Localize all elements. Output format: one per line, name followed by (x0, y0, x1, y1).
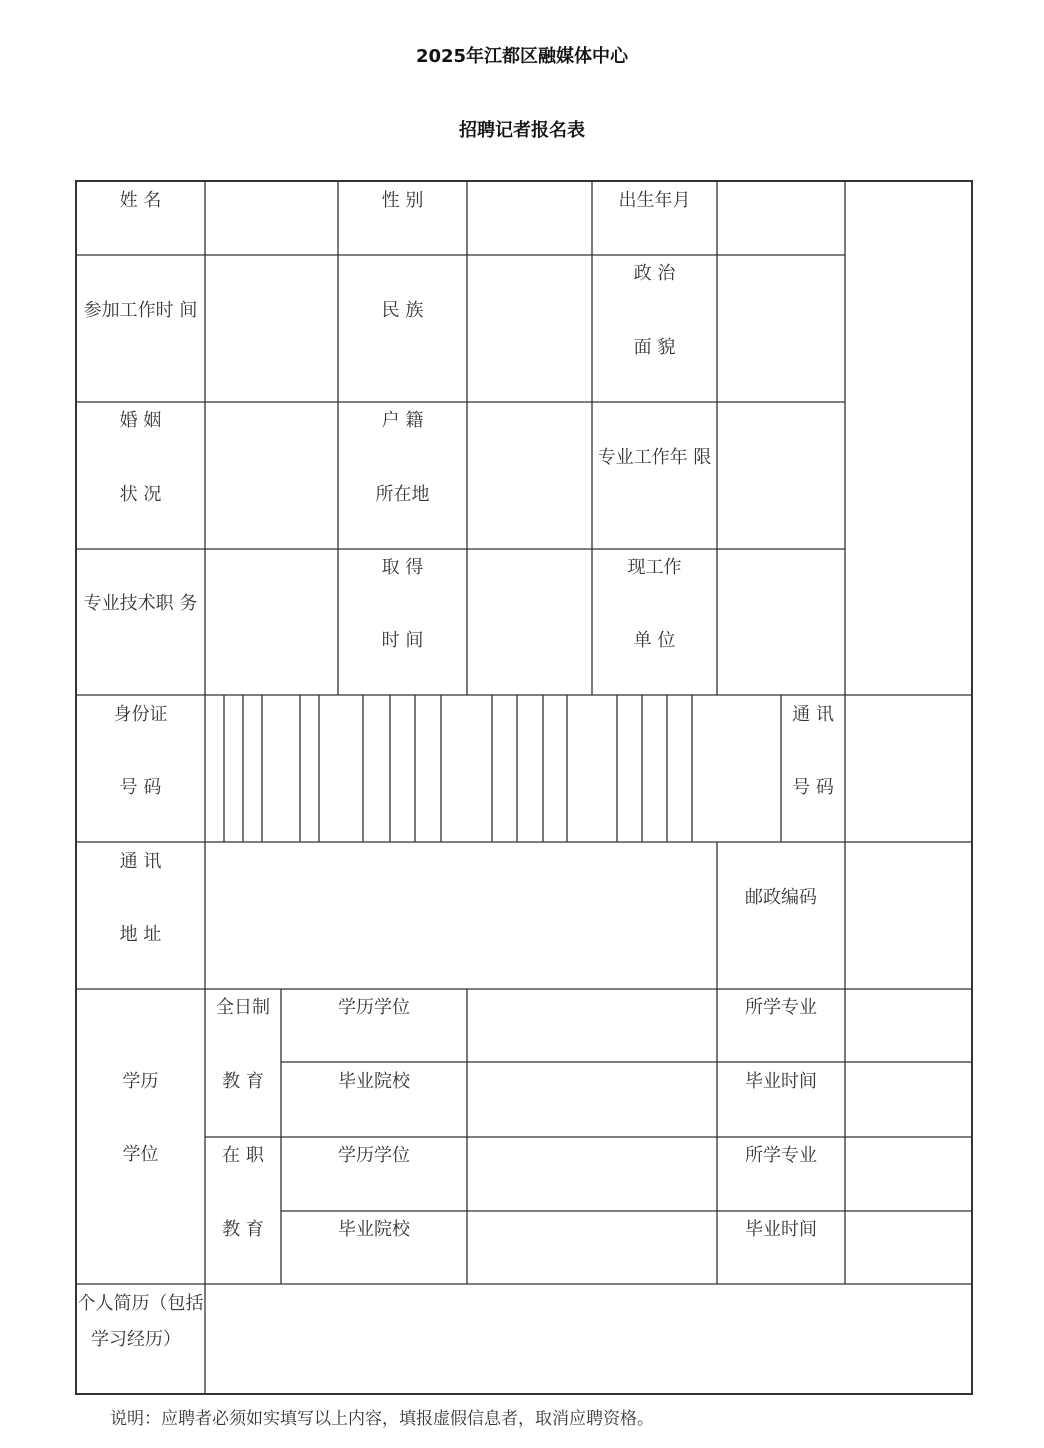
label-tech-title: 专业技术职 务 (83, 593, 198, 614)
tech-title-field[interactable] (205, 549, 338, 695)
label-id-1: 身份证 (113, 704, 168, 725)
obtain-time-field[interactable] (467, 549, 592, 695)
label-fulltime-1: 全日制 (216, 997, 270, 1018)
label-degree-fulltime: 学历学位 (338, 997, 410, 1018)
resume-field[interactable] (205, 1284, 972, 1394)
degree-fulltime-field[interactable] (467, 989, 717, 1062)
label-phone-1: 通 讯 (792, 704, 834, 725)
label-current-2: 单 位 (633, 630, 676, 651)
label-name: 姓 名 (119, 190, 162, 211)
gradtime-parttime-field[interactable] (845, 1211, 972, 1284)
id-number-cells[interactable] (205, 695, 781, 842)
label-hukou-2: 所在地 (375, 484, 430, 505)
label-marital-1: 婚 姻 (119, 410, 162, 431)
label-gradtime-parttime: 毕业时间 (745, 1219, 817, 1240)
gradtime-fulltime-field[interactable] (845, 1062, 972, 1137)
label-degree-parttime: 学历学位 (338, 1145, 410, 1166)
label-id-2: 号 码 (119, 777, 162, 798)
label-major-parttime: 所学专业 (745, 1145, 817, 1166)
work-time-field[interactable] (205, 255, 338, 402)
major-fulltime-field[interactable] (845, 989, 972, 1062)
label-work-time: 参加工作时 间 (83, 300, 198, 321)
work-years-field[interactable] (717, 402, 845, 549)
school-fulltime-field[interactable] (467, 1062, 717, 1137)
photo-area[interactable] (845, 181, 972, 695)
ethnicity-field[interactable] (467, 255, 592, 402)
footnote: 说明：应聘者必须如实填写以上内容，填报虚假信息者，取消应聘资格。 (110, 1409, 654, 1429)
form-subtitle: 招聘记者报名表 (459, 120, 585, 141)
label-school-fulltime: 毕业院校 (338, 1071, 410, 1092)
label-gradtime-fulltime: 毕业时间 (745, 1071, 817, 1092)
label-major-fulltime: 所学专业 (745, 997, 817, 1018)
major-parttime-field[interactable] (845, 1137, 972, 1211)
gender-field[interactable] (467, 181, 592, 255)
name-field[interactable] (205, 181, 338, 255)
label-gender: 性 别 (381, 190, 424, 211)
political-field[interactable] (717, 255, 845, 402)
label-ethnicity: 民 族 (381, 300, 424, 321)
label-edu-2: 学位 (122, 1144, 159, 1165)
label-school-parttime: 毕业院校 (338, 1219, 410, 1240)
address-field[interactable] (205, 842, 717, 989)
form-title: 2025年江都区融媒体中心 (415, 46, 629, 67)
label-resume-1: 个人简历（包括 (77, 1293, 204, 1314)
label-fulltime-2: 教 育 (222, 1071, 264, 1092)
hukou-field[interactable] (467, 402, 592, 549)
marital-field[interactable] (205, 402, 338, 549)
label-addr-2: 地 址 (119, 924, 162, 945)
label-work-years: 专业工作年 限 (597, 447, 712, 468)
label-parttime-2: 教 育 (222, 1219, 264, 1240)
postcode-field[interactable] (845, 842, 972, 989)
degree-parttime-field[interactable] (467, 1137, 717, 1211)
label-current-1: 现工作 (627, 557, 682, 578)
label-parttime-1: 在 职 (222, 1145, 264, 1166)
label-phone-2: 号 码 (792, 777, 834, 798)
phone-field[interactable] (845, 695, 972, 842)
label-obtain-2: 时 间 (381, 630, 424, 651)
label-resume-2: 学习经历） (91, 1329, 181, 1350)
label-political-1: 政 治 (633, 263, 676, 284)
label-political-2: 面 貌 (633, 337, 676, 358)
current-employer-field[interactable] (717, 549, 845, 695)
label-birth: 出生年月 (618, 190, 691, 211)
label-marital-2: 状 况 (119, 484, 162, 505)
label-hukou-1: 户 籍 (381, 410, 424, 431)
school-parttime-field[interactable] (467, 1211, 717, 1284)
label-edu-1: 学历 (122, 1071, 159, 1092)
label-addr-1: 通 讯 (119, 851, 162, 872)
label-postcode: 邮政编码 (745, 887, 817, 908)
birth-field[interactable] (717, 181, 845, 255)
label-obtain-1: 取 得 (381, 557, 424, 578)
